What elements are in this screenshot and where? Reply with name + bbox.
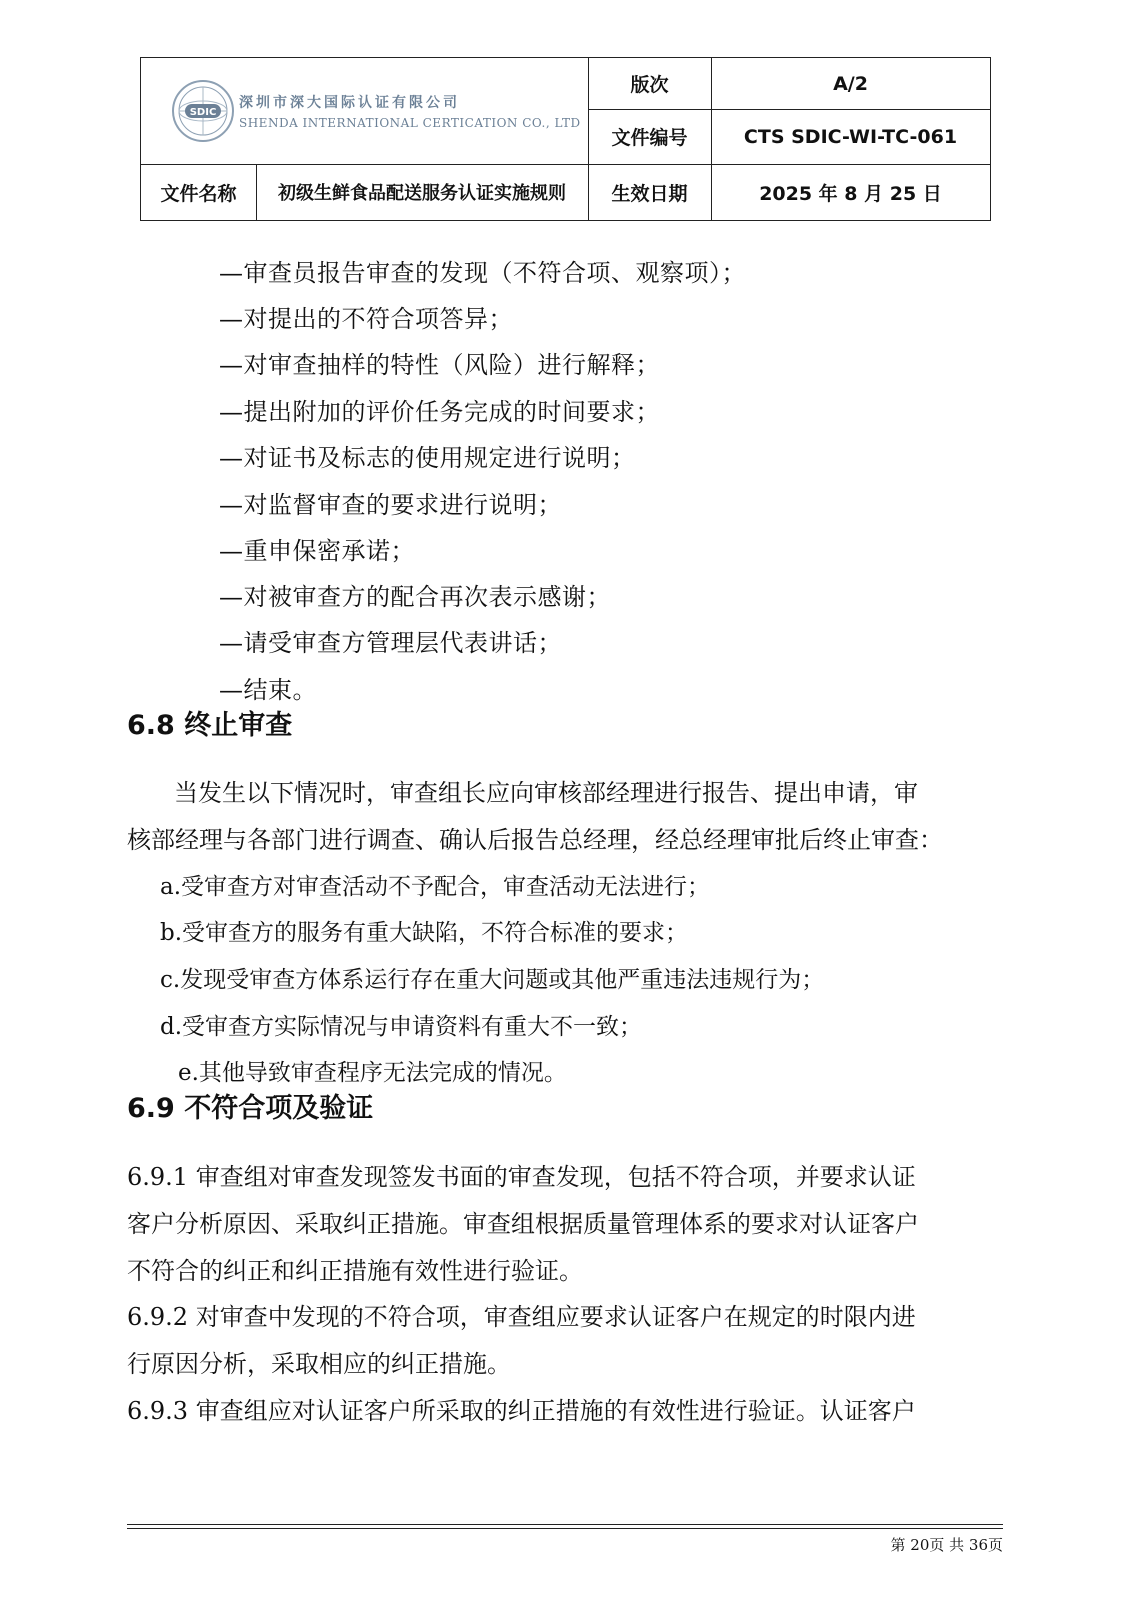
list-item: c.发现受审查方体系运行存在重大问题或其他严重违法违规行为； (160, 967, 825, 993)
paragraph-line: 6.9.3 审查组应对认证客户所采取的纠正措施的有效性进行验证。认证客户 (127, 1397, 916, 1425)
list-item: —提出附加的评价任务完成的时间要求； (219, 398, 660, 426)
list-item: —对提出的不符合项答异； (219, 305, 513, 333)
effective-date-label: 生效日期 (611, 182, 688, 205)
list-item: d.受审查方实际情况与申请资料有重大不一致； (160, 1014, 643, 1040)
paragraph-line: 核部经理与各部门进行调查、确认后报告总经理，经总经理审批后终止审查： (127, 826, 943, 854)
document-header-table (140, 57, 991, 221)
list-item: —对审查抽样的特性（风险）进行解释； (219, 351, 660, 379)
doc-number-value: CTS SDIC-WI-TC-061 (743, 125, 958, 148)
doc-name-label: 文件名称 (160, 182, 237, 205)
paragraph-line: 客户分析原因、采取纠正措施。审查组根据质量管理体系的要求对认证客户 (127, 1210, 919, 1238)
version-value: A/2 (833, 72, 868, 95)
footer-rule (127, 1524, 1003, 1525)
page-number: 第 20页 共 36页 (890, 1536, 1003, 1554)
section-heading-6-8: 6.8 终止审查 (127, 710, 293, 741)
list-item: a.受审查方对审查活动不予配合，审查活动无法进行； (160, 874, 711, 900)
list-item: b.受审查方的服务有重大缺陷，不符合标准的要求； (160, 920, 689, 946)
doc-number-label: 文件编号 (611, 127, 688, 149)
footer-rule (127, 1528, 1003, 1529)
list-item: —审查员报告审查的发现（不符合项、观察项）； (219, 259, 746, 287)
list-item: —请受审查方管理层代表讲话； (219, 629, 562, 657)
company-name-en: SHENDA INTERNATIONAL CERTICATION CO., LTD (239, 116, 581, 130)
section-heading-6-9: 6.9 不符合项及验证 (127, 1093, 374, 1124)
paragraph-line: 不符合的纠正和纠正措施有效性进行验证。 (127, 1257, 583, 1285)
list-item: —结束。 (219, 676, 317, 704)
company-name-cn: 深圳市深大国际认证有限公司 (239, 95, 460, 111)
logo-seal-text: SDIC (189, 107, 217, 118)
paragraph-line: 当发生以下情况时，审查组长应向审核部经理进行报告、提出申请，审 (174, 779, 918, 807)
list-item: —对被审查方的配合再次表示感谢； (219, 583, 611, 611)
effective-date-value: 2025 年 8 月 25 日 (759, 182, 942, 205)
paragraph-line: 6.9.2 对审查中发现的不符合项，审查组应要求认证客户在规定的时限内进 (127, 1303, 916, 1331)
version-label: 版次 (630, 74, 669, 96)
company-seal-icon (171, 79, 235, 143)
paragraph-line: 行原因分析，采取相应的纠正措施。 (127, 1350, 511, 1378)
list-item: —对证书及标志的使用规定进行说明； (219, 444, 636, 472)
doc-name-value: 初级生鲜食品配送服务认证实施规则 (278, 183, 566, 204)
list-item: e.其他导致审查程序无法完成的情况。 (178, 1060, 567, 1086)
list-item: —重申保密承诺； (219, 537, 415, 565)
list-item: —对监督审查的要求进行说明； (219, 491, 562, 519)
paragraph-line: 6.9.1 审查组对审查发现签发书面的审查发现，包括不符合项，并要求认证 (127, 1163, 916, 1191)
company-logo-block (141, 58, 588, 164)
